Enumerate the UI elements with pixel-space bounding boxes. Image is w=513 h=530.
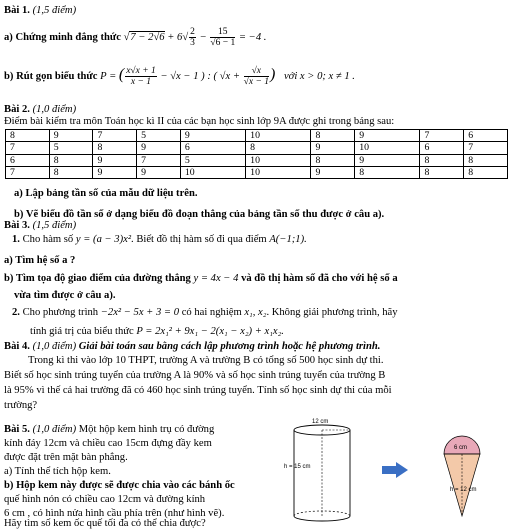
table-cell: 10: [246, 166, 311, 178]
bai1-b-paren-open: (: [118, 66, 125, 83]
bai1-points: (1,5 điểm): [32, 5, 77, 16]
bai4-l3: là 95% vì thế cả hai trường đã có 460 học sinh trúng tuyển. Tính số học sinh dự thi của mỗi: [4, 385, 392, 396]
bai1-a-frac1: [189, 27, 196, 48]
bai1-b-close: ): [269, 66, 276, 83]
bai1-a-frac1-den: 3: [190, 38, 195, 48]
arrow-body: [382, 466, 396, 474]
bai1-a-sqrt-sign: √: [123, 31, 130, 43]
bai2-intro: Điểm bài kiểm tra môn Toán học kì II của các bạn học sinh lớp 9A được ghi trong bảng sau:: [4, 116, 395, 127]
bai3-q1b-3: vừa tìm được ở câu a).: [14, 290, 116, 301]
bai1-a-label: a): [4, 31, 13, 43]
table-cell: 9: [137, 166, 181, 178]
bai1-a: [4, 27, 266, 48]
table-cell: 8: [420, 154, 464, 166]
bai1-b-text: Rút gọn biểu thức: [16, 71, 98, 82]
bai2-points: (1,0 điểm): [32, 104, 77, 115]
table-cell: 7: [420, 130, 464, 142]
bai3-q2-line2: [30, 325, 284, 338]
table-cell: 8: [93, 142, 137, 154]
bai1-a-sqrt-sign2: √: [182, 31, 189, 43]
arrow-icon: [382, 462, 408, 478]
bai4-l4: trường?: [4, 400, 38, 411]
table-cell: 9: [49, 130, 93, 142]
cylinder-bottom: [294, 516, 350, 521]
bai4-heading: [4, 340, 380, 353]
bai1-a-frac2-num: 15: [210, 27, 235, 38]
scores-table: [5, 129, 508, 179]
bai3-q2-roots: x₁, x₂: [244, 307, 267, 318]
table-cell: 9: [311, 142, 355, 154]
bai5-l1: Một hộp kem hình trụ có đường: [78, 424, 215, 435]
bai1-b-P: P =: [100, 71, 117, 82]
cone-figure: [444, 436, 480, 516]
cone-height-label: h = 12 cm: [450, 487, 477, 493]
table-cell: 9: [137, 142, 181, 154]
bai3-q2-num: 2.: [12, 307, 20, 318]
bai3-q1-point: A(−1;1).: [269, 234, 307, 245]
table-cell: 8: [420, 166, 464, 178]
table-cell: 5: [180, 154, 245, 166]
bai5-l2: kính đáy 12cm và chiều cao 15cm đựng đầy kem: [4, 438, 212, 449]
table-cell: 6: [420, 142, 464, 154]
bai1-a-frac2: [210, 27, 235, 48]
bai3-q1-text-b: . Biết đồ thị hàm số đi qua điểm: [131, 234, 267, 245]
bai3-q1b: [4, 272, 398, 285]
bai1-a-frac1-num: 2: [190, 27, 195, 37]
bai3-points: (1,5 điểm): [32, 220, 77, 231]
table-cell: 7: [6, 142, 50, 154]
bai1-b-frac1: [125, 66, 157, 87]
bai5-figure: [284, 418, 510, 526]
bai3-q1b-1: b) Tìm tọa độ giao điểm của đường thẳng: [4, 273, 191, 284]
bai5-heading: [4, 423, 214, 436]
table-cell: 9: [355, 154, 420, 166]
bai1-title: Bài 1.: [4, 5, 30, 16]
bai3-q2-eq: −2x² − 5x + 3 = 0: [100, 307, 180, 318]
bai4-l2: Biết số học sinh trúng tuyển của trường A là 90% và số học sinh trúng tuyển của trường B: [4, 370, 386, 381]
bai3-q1a: a) Tìm hệ số a ?: [4, 255, 76, 266]
bai3-heading: [4, 219, 76, 232]
scores-table-body: [6, 130, 508, 179]
bai1-b-frac2-num: √x: [244, 66, 269, 77]
bai1-b: [4, 65, 355, 87]
table-cell: 9: [311, 166, 355, 178]
bai2-b: b) Vẽ biểu đồ tần số ở dạng biểu đồ đoạn thẳng của bảng tần số thu được ở câu a).: [14, 209, 385, 220]
table-cell: 5: [137, 130, 181, 142]
table-cell: 8: [311, 154, 355, 166]
table-cell: 9: [93, 166, 137, 178]
bai1-heading: [4, 4, 76, 17]
arrow-head: [396, 462, 408, 478]
table-cell: 9: [180, 130, 245, 142]
bai3-q2-text-d: tính giá trị của biểu thức: [30, 326, 134, 337]
table-cell: 9: [93, 154, 137, 166]
table-cell: 7: [93, 130, 137, 142]
table-row: [6, 154, 508, 166]
cylinder-height-label: h = 15 cm: [284, 464, 311, 470]
bai1-b-mid: − √x − 1 ) : ( √x +: [160, 71, 240, 82]
bai4-points: (1,0 điểm): [32, 341, 77, 352]
bai1-a-mid: + 6: [167, 31, 183, 43]
table-cell: 6: [6, 154, 50, 166]
bai3-title: Bài 3.: [4, 220, 30, 231]
cylinder-diameter-label: 12 cm: [312, 419, 329, 425]
bai1-b-frac1-num: x√x + 1: [126, 66, 156, 77]
bai1-b-label: b): [4, 71, 14, 82]
bai5-l6: quế hình nón có chiều cao 12cm và đường kính: [4, 494, 206, 505]
table-row: [6, 142, 508, 154]
bai1-b-frac1-den: x − 1: [130, 77, 152, 88]
bai5-l4: a) Tính thể tích hộp kem.: [4, 466, 111, 477]
bai3-q2-text-a: Cho phương trình: [22, 307, 99, 318]
bai4-l1: Trong kì thi vào lớp 10 THPT, trường A và trường B có tổng số 500 học sinh dự thi.: [28, 355, 384, 366]
table-row: [6, 166, 508, 178]
table-cell: 7: [6, 166, 50, 178]
bai1-a-result: = −4 .: [238, 31, 267, 43]
table-cell: 8: [246, 142, 311, 154]
table-cell: 7: [137, 154, 181, 166]
table-cell: 5: [49, 142, 93, 154]
bai5-l5: b) Hộp kem này được sẽ được chia vào các bánh ốc: [4, 480, 235, 491]
table-cell: 6: [464, 130, 508, 142]
bai3-q1-text-a: Cho hàm số: [22, 234, 74, 245]
bai4-title: Bài 4.: [4, 341, 30, 352]
table-cell: 8: [311, 130, 355, 142]
table-cell: 8: [355, 166, 420, 178]
table-cell: 8: [464, 154, 508, 166]
bai3-q2: [12, 306, 398, 319]
table-cell: 6: [180, 142, 245, 154]
table-cell: 8: [49, 154, 93, 166]
bai5-title: Bài 5.: [4, 424, 30, 435]
bai1-a-frac2-den: √6 − 1: [210, 38, 236, 48]
bai3-q1-func: y = (a − 3)x²: [75, 234, 132, 245]
bai5-l7: 6 cm , có hình nửa hình cầu phía trên (như hình vẽ).: [4, 508, 225, 519]
table-cell: 8: [49, 166, 93, 178]
bai3-q1b-line: y = 4x − 4: [193, 273, 239, 284]
table-cell: 10: [180, 166, 245, 178]
bai3-q1b-2: và đồ thị hàm số đã cho với hệ số a: [241, 273, 398, 284]
bai3-q1-num: 1.: [12, 234, 20, 245]
table-cell: 10: [355, 142, 420, 154]
bai5-l3: được đặt trên mặt bàn phẳng.: [4, 452, 128, 463]
bai1-b-frac2: [244, 66, 269, 87]
table-cell: 10: [246, 130, 311, 142]
bai1-b-frac2-den: √x − 1: [243, 77, 269, 88]
cylinder-figure: [284, 419, 350, 521]
table-cell: 9: [355, 130, 420, 142]
table-cell: 8: [464, 166, 508, 178]
cone-diameter-label: 6 cm: [454, 445, 468, 451]
table-cell: 7: [464, 142, 508, 154]
bai1-a-sqrt: 7 − 2√6: [130, 31, 165, 43]
bai5-l8: Hãy tìm số kem ốc quế tối đa có thể chia được?: [4, 518, 206, 529]
bai2-a: a) Lập bảng tần số của mẫu dữ liệu trên.: [14, 188, 198, 199]
table-row: [6, 130, 508, 142]
bai2-title: Bài 2.: [4, 104, 30, 115]
bai3-q2-text-b: có hai nghiệm: [181, 307, 242, 318]
bai3-q2-text-c: . Không giải phương trình, hãy: [266, 307, 398, 318]
bai1-b-cond: với x > 0; x ≠ 1 .: [283, 71, 355, 82]
bai4-note: Giải bài toán sau bằng cách lập phương trình hoặc hệ phương trình.: [78, 341, 381, 352]
bai5-points: (1,0 điểm): [32, 424, 77, 435]
table-cell: 8: [6, 130, 50, 142]
bai1-a-text: Chứng minh đẳng thức: [15, 31, 121, 43]
bai1-a-minus: −: [199, 31, 207, 43]
table-cell: 10: [246, 154, 311, 166]
bai3-q2-expr: P = 2x₁² + 9x₁ − 2(x₁ − x₂) + x₁x₂.: [136, 326, 284, 337]
bai3-q1: [12, 233, 307, 246]
